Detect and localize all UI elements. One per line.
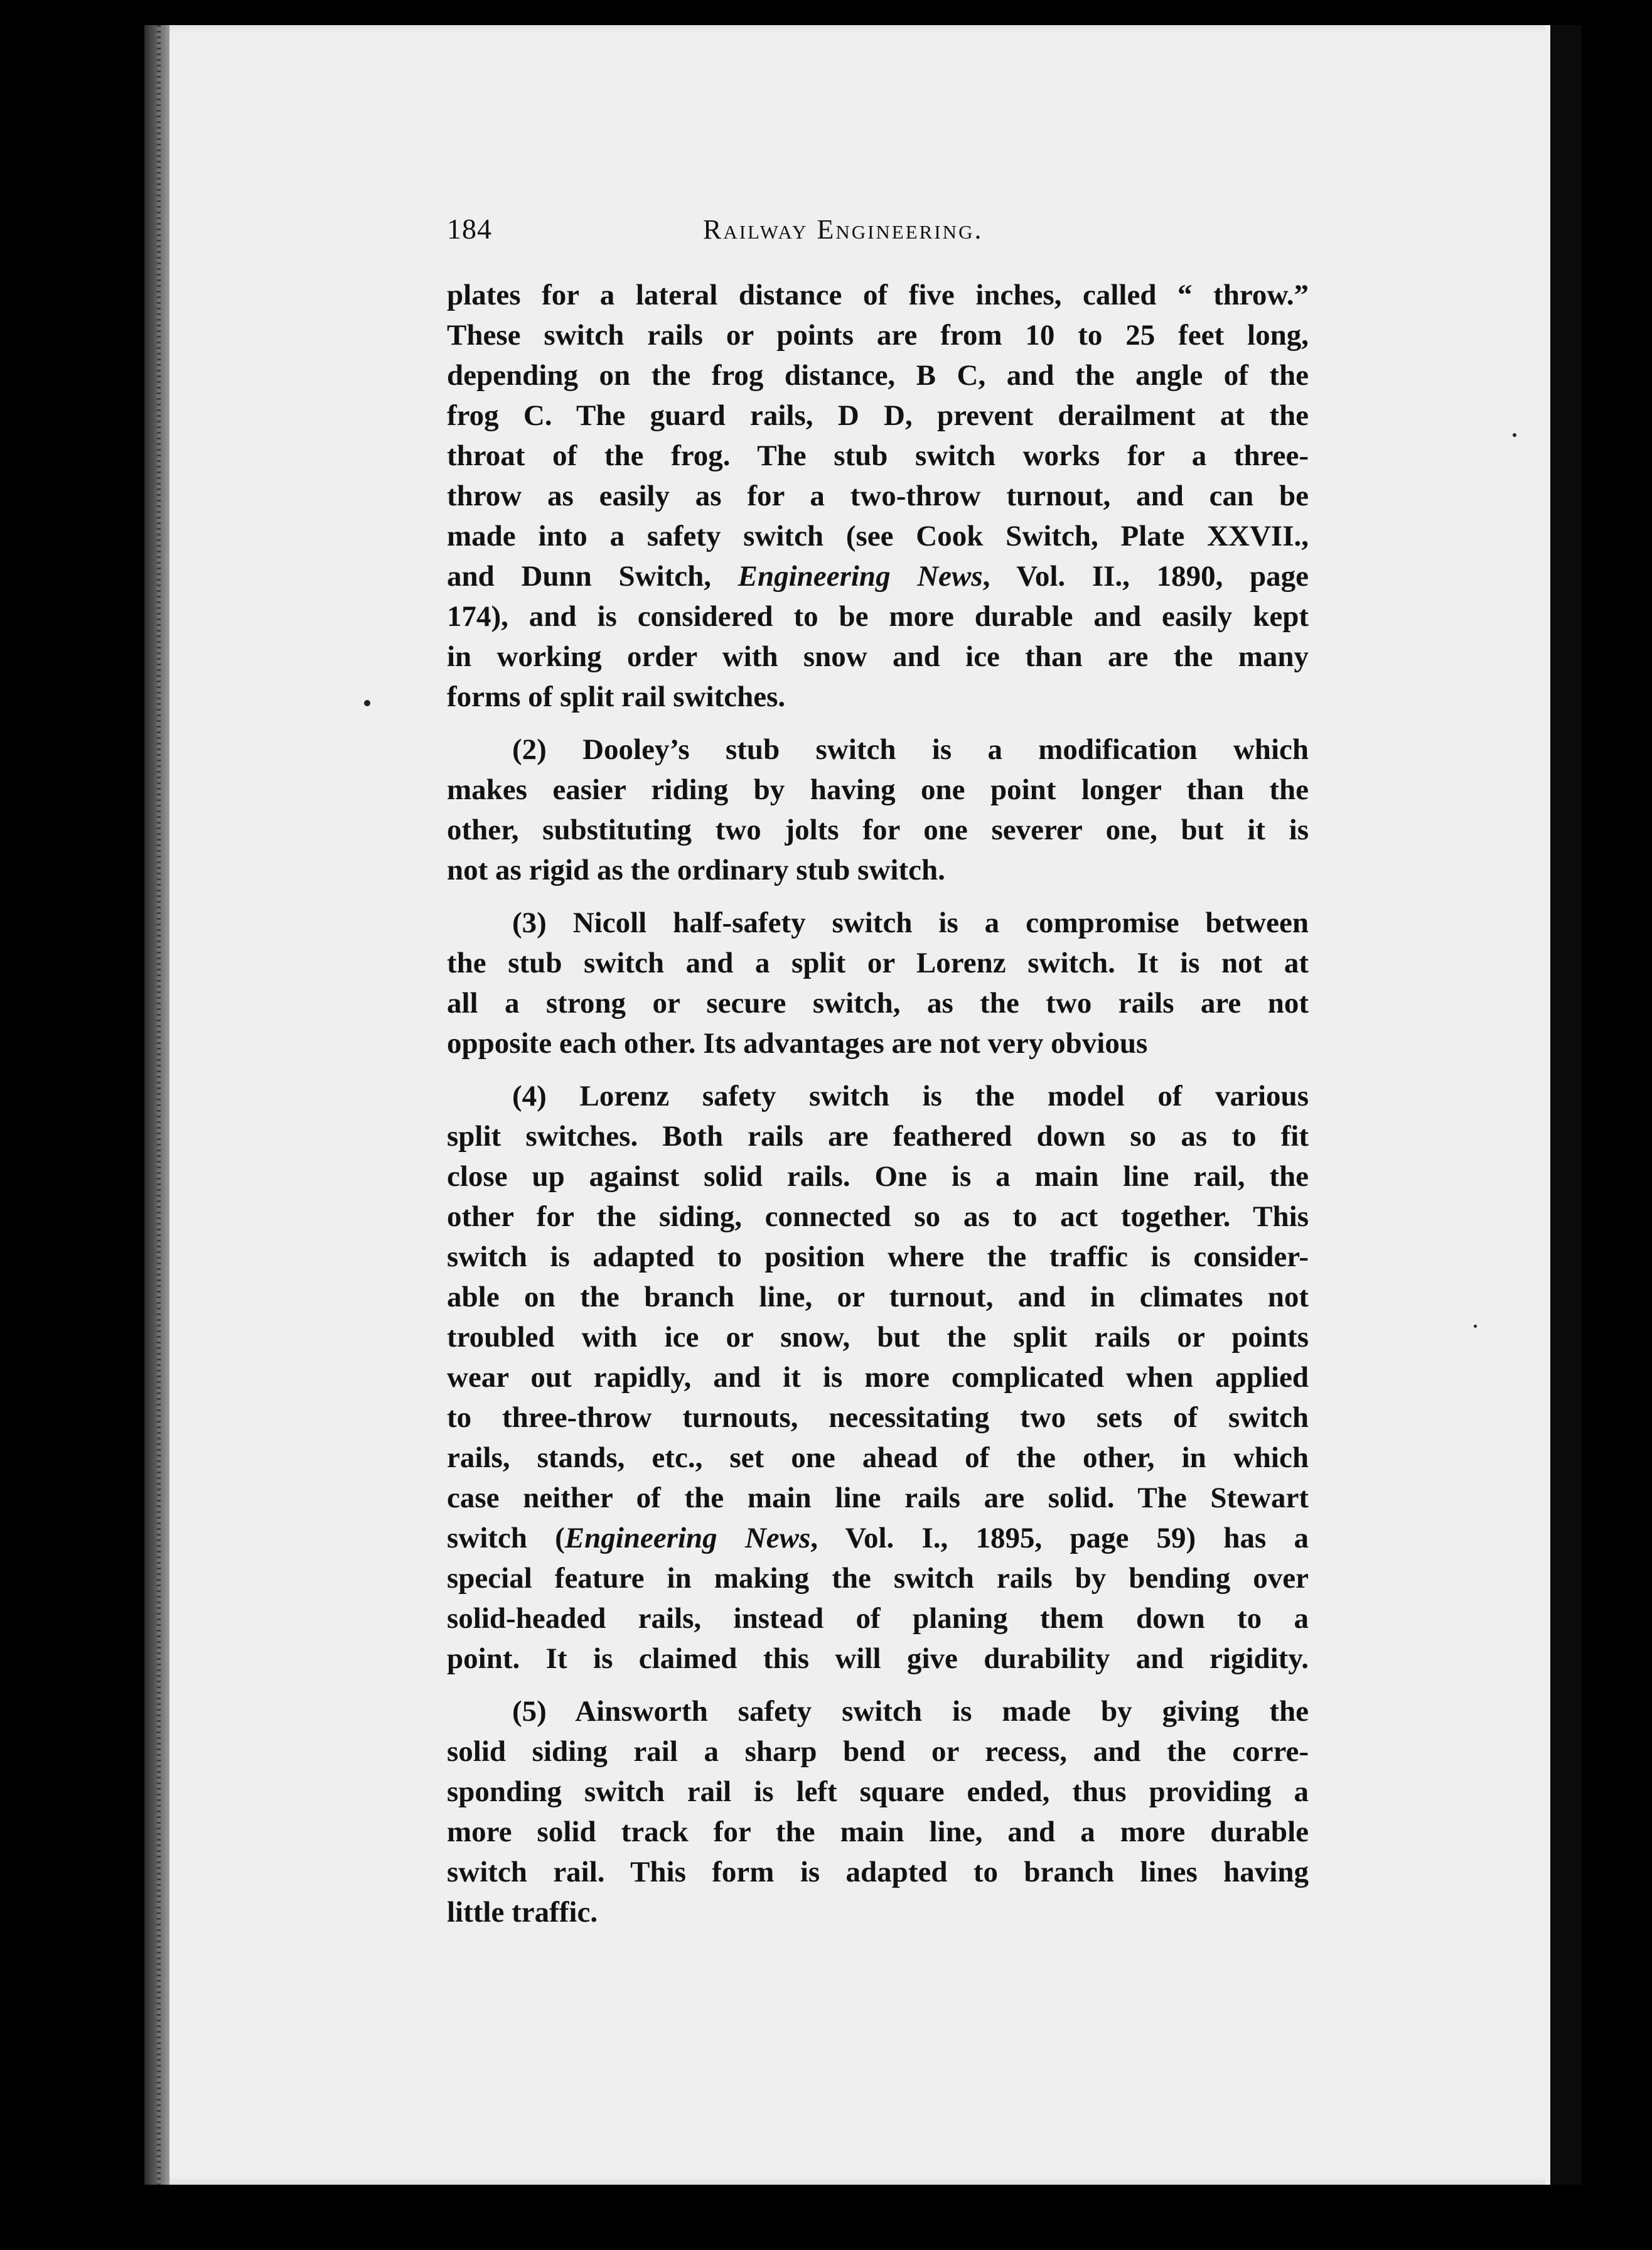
text-line: all a strong or secure switch, as the two rails are not	[447, 987, 1309, 1020]
running-head: Railway Engineering.	[703, 214, 984, 245]
scan-speck	[1513, 433, 1516, 437]
text-line: point. It is claimed this will give durability and rigidity.	[447, 1642, 1309, 1675]
paragraph-3	[447, 903, 1309, 1063]
text-line: not as rigid as the ordinary stub switch.	[447, 854, 945, 886]
text-line: rails, stands, etc., set one ahead of the other, in which	[447, 1441, 1309, 1474]
paragraph-2	[447, 729, 1309, 890]
scan-speck	[1474, 1325, 1477, 1328]
page-edge-lines	[157, 25, 161, 2185]
text-line: (2) Dooley’s stub switch is a modification which	[512, 733, 1309, 766]
paragraph-5	[447, 1691, 1309, 1932]
paragraph-4	[447, 1076, 1309, 1679]
text-line: (5) Ainsworth safety switch is made by giving the	[512, 1695, 1309, 1728]
text-line: opposite each other. Its advantages are not very obvious	[447, 1027, 1148, 1060]
text-line: switch is adapted to position where the traffic is consider-	[447, 1241, 1309, 1273]
text-line: in working order with snow and ice than are the many	[447, 640, 1309, 673]
text-line: split switches. Both rails are feathered down so as to fit	[447, 1120, 1309, 1153]
text-line: depending on the frog distance, B C, and the angle of the	[447, 359, 1309, 392]
text-line: wear out rapidly, and it is more complicated when applied	[447, 1361, 1309, 1394]
text-line: plates for a lateral distance of five inches, called “ throw.”	[447, 279, 1309, 311]
text-line: (3) Nicoll half-safety switch is a compromise between	[512, 907, 1309, 939]
text-line: 174), and is considered to be more durable and easily kept	[447, 600, 1309, 633]
text-line: switch rail. This form is adapted to branch lines having	[447, 1856, 1309, 1888]
text-line: throw as easily as for a two-throw turnout, and can be	[447, 480, 1309, 512]
text-line: sponding switch rail is left square ended, thus providing a	[447, 1775, 1309, 1808]
text-line: solid-headed rails, instead of planing them down to a	[447, 1602, 1309, 1635]
scan-speck	[364, 700, 370, 706]
text-line: able on the branch line, or turnout, and in climates not	[447, 1281, 1309, 1313]
text-line: switch (Engineering News, Vol. I., 1895, page 59) has a	[447, 1522, 1309, 1554]
text-line: made into a safety switch (see Cook Switch, Plate XXVII.,	[447, 520, 1309, 552]
text-line: more solid track for the main line, and a more durable	[447, 1816, 1309, 1848]
journal-title: Engineering News	[738, 560, 983, 593]
text-line: the stub switch and a split or Lorenz switch. It is not at	[447, 947, 1309, 979]
text-line: These switch rails or points are from 10 to 25 feet long,	[447, 319, 1309, 352]
text-line: frog C. The guard rails, D D, prevent derailment at the	[447, 399, 1309, 432]
text-line: troubled with ice or snow, but the split rails or points	[447, 1321, 1309, 1354]
journal-title: Engineering News	[564, 1522, 811, 1554]
text-line: other for the siding, connected so as to act together. This	[447, 1200, 1309, 1233]
right-page-edge	[1550, 25, 1582, 2185]
text-line: makes easier riding by having one point longer than the	[447, 773, 1309, 806]
page-header	[447, 212, 1312, 250]
text-line: little traffic.	[447, 1896, 598, 1929]
text-line: close up against solid rails. One is a main line rail, the	[447, 1160, 1309, 1193]
text-line: (4) Lorenz safety switch is the model of various	[512, 1080, 1309, 1112]
paragraph-1	[447, 275, 1309, 717]
text-line: special feature in making the switch rails by bending over	[447, 1562, 1309, 1595]
text-line: to three-throw turnouts, necessitating two sets of switch	[447, 1401, 1309, 1434]
text-line: other, substituting two jolts for one severer one, but it is	[447, 814, 1309, 846]
text-line: and Dunn Switch, Engineering News, Vol. II., 1890, page	[447, 560, 1309, 593]
text-line: throat of the frog. The stub switch works for a three-	[447, 439, 1309, 472]
text-line: solid siding rail a sharp bend or recess, and the corre-	[447, 1735, 1309, 1768]
text-line: case neither of the main line rails are solid. The Stewart	[447, 1482, 1309, 1514]
page-number: 184	[447, 213, 492, 245]
body-text	[447, 275, 1309, 1945]
text-line: forms of split rail switches.	[447, 681, 786, 713]
